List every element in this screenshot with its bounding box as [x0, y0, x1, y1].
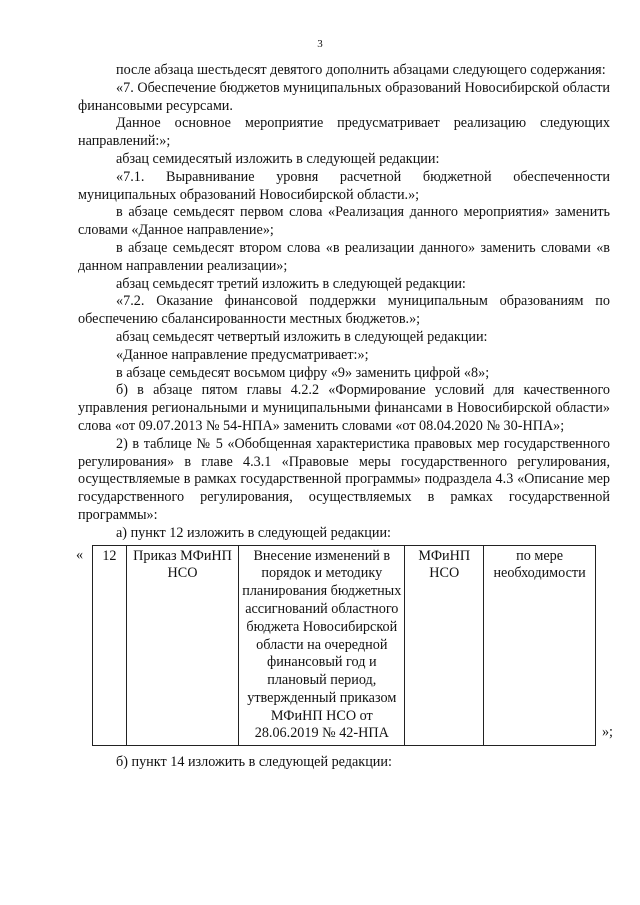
paragraph: абзац семьдесят четвертый изложить в следующей редакции: — [116, 328, 488, 345]
paragraph: «7.2. Оказание финансовой поддержки муниципальным образованиям по обеспечению сбалансированности местных бюджетов.»; — [78, 293, 610, 328]
paragraph: Данное основное мероприятие предусматривает реализацию следующих направлений:»; — [78, 115, 610, 150]
responsible-cell: МФиНП НСО — [405, 545, 484, 746]
paragraph: в абзаце семьдесят первом слова «Реализация данного мероприятия» заменить словами «Данное направление»; — [78, 204, 610, 239]
paragraph: а) пункт 12 изложить в следующей редакции: — [116, 524, 391, 541]
amendment-paragraphs — [78, 62, 610, 543]
legal-measures-table — [92, 545, 596, 747]
document-body — [76, 62, 613, 772]
paragraph: «7. Обеспечение бюджетов муниципальных образований Новосибирской области финансовыми ресурсами. — [78, 79, 610, 114]
document-type-cell: Приказ МФиНП НСО — [126, 545, 238, 746]
table-insert — [76, 545, 613, 747]
table-open-quote: « — [76, 546, 84, 563]
paragraph: 2) в таблице № 5 «Обобщенная характеристика правовых мер государственного регулирования» в главе 4.3.1 «Правовые меры государственного регулирования, осуществляемые в рамках государственной программы» подраздела 4.3 «Описание мер государственного регулирования, осуществляемых в рамках государственной программы»: — [78, 435, 610, 523]
term-cell: по мере необходимости — [484, 545, 596, 746]
paragraph: после абзаца шестьдесят девятого дополнить абзацами следующего содержания: — [116, 62, 606, 78]
description-cell: Внесение изменений в порядок и методику планирования бюджетных ассигнований областного бюджета Новосибирской области на очередной финансовый год и плановый период, утвержденный приказом МФиНП НСО от 28.06.2019 № 42-НПА — [239, 545, 405, 746]
paragraph: абзац семидесятый изложить в следующей редакции: — [116, 150, 440, 167]
page-number: 3 — [317, 38, 323, 50]
paragraph: «7.1. Выравнивание уровня расчетной бюджетной обеспеченности муниципальных образований Новосибирской области.»; — [78, 168, 610, 203]
paragraph: абзац семьдесят третий изложить в следующей редакции: — [116, 275, 466, 292]
paragraph: «Данное направление предусматривает:»; — [116, 346, 369, 363]
paragraph: б) в абзаце пятом главы 4.2.2 «Формирование условий для качественного управления региональными и муниципальными финансами в Новосибирской области» слова «от 09.07.2013 № 54-НПА» заменить словами «от 08.04.2020 № 30-НПА»; — [78, 382, 610, 434]
paragraph-after-table: б) пункт 14 изложить в следующей редакции: — [116, 754, 392, 771]
table-row — [93, 545, 596, 746]
paragraph: в абзаце семьдесят втором слова «в реализации данного» заменить словами «в данном направлении реализации»; — [78, 239, 610, 274]
paragraph: в абзаце семьдесят восьмом цифру «9» заменить цифрой «8»; — [116, 364, 490, 381]
row-number-cell: 12 — [93, 545, 127, 746]
table-close-quote: »; — [601, 724, 613, 741]
